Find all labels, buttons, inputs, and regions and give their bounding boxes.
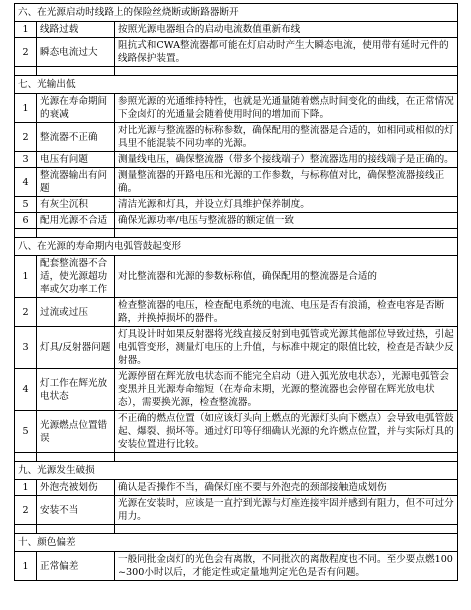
row-number: 1 — [15, 552, 37, 581]
table-row — [15, 369, 458, 411]
remedy-text: 阻抗式和CWA整流器都可能在灯启动时产生大瞬态电流，使用带有延时元件的线路保护装置。 — [115, 38, 458, 67]
row-number: 5 — [15, 197, 37, 213]
spacer-row — [15, 67, 458, 76]
remedy-text: 确保光源功率/电压与整流器的额定值一致 — [115, 213, 458, 229]
remedy-text: 按照光源电器组合的启动电流数值重新布线 — [115, 22, 458, 38]
problem-cause: 灯工作在辉光放电状态 — [37, 369, 115, 411]
section-title: 六、在光源启动时线路上的保险丝烧断或断路器断开 — [15, 4, 458, 22]
problem-cause: 光源在寿命期间的衰减 — [37, 94, 115, 123]
remedy-text: 检查整流器的电压，检查配电系统的电流、电压是否有浪涌，检查电容是否断路，并换掉损坏的器件。 — [115, 298, 458, 327]
table-row — [15, 22, 458, 38]
table-row — [15, 213, 458, 229]
row-number: 3 — [15, 152, 37, 168]
problem-cause: 光源燃点位置错误 — [37, 411, 115, 453]
section-header-row — [15, 76, 458, 94]
table-row — [15, 298, 458, 327]
row-number: 1 — [15, 256, 37, 298]
table-row — [15, 123, 458, 152]
remedy-text: 测量整流器的开路电压和光源的工作参数，与标称值对比，确保整流器接线正确。 — [115, 168, 458, 197]
problem-cause: 过流或过压 — [37, 298, 115, 327]
remedy-text: 对比整流器和光源的参数标称值，确保配用的整流器是合适的 — [115, 256, 458, 298]
table-row — [15, 480, 458, 496]
remedy-text: 光源停留在辉光放电状态而不能完全启动（进入弧光放电状态），光源电弧管会变黑并且光源寿命缩短（在寿命末期，光源的整流器也会停留在辉光放电状态），需要换光源，检查整流器。 — [115, 369, 458, 411]
section-title: 七、光输出低 — [15, 76, 458, 94]
row-number: 3 — [15, 327, 37, 369]
row-number: 2 — [15, 38, 37, 67]
problem-cause: 整流器输出有问题 — [37, 168, 115, 197]
row-number: 2 — [15, 123, 37, 152]
section-header-row — [15, 534, 458, 552]
table-row — [15, 94, 458, 123]
row-number: 1 — [15, 480, 37, 496]
row-number: 1 — [15, 94, 37, 123]
troubleshooting-table — [14, 3, 458, 581]
row-number: 4 — [15, 369, 37, 411]
remedy-text: 对比光源与整流器的标称参数，确保配用的整流器是合适的，如相同或相似的灯具里不能混装不同功率的光源。 — [115, 123, 458, 152]
table-row — [15, 327, 458, 369]
problem-cause: 灯具/反射器问题 — [37, 327, 115, 369]
row-number: 4 — [15, 168, 37, 197]
remedy-text: 一般同批金卤灯的光色会有离散，不同批次的离散程度也不同。至少要点燃100~300小时以后，才能定性或定量地判定光色是否有问题。 — [115, 552, 458, 581]
section-header-row — [15, 462, 458, 480]
remedy-text: 确认是否操作不当，确保灯座不要与外泡壳的颈部接触造成划伤 — [115, 480, 458, 496]
section-header-row — [15, 238, 458, 256]
row-number: 1 — [15, 22, 37, 38]
problem-cause: 正常偏差 — [37, 552, 115, 581]
table-row — [15, 411, 458, 453]
problem-cause: 外泡壳被划伤 — [37, 480, 115, 496]
table-row — [15, 197, 458, 213]
table-row — [15, 552, 458, 581]
remedy-text: 灯具设计时如果反射器将光线直接反射到电弧管或光源其他部位导致过热，引起电弧管变形，测量灯电压的上升值，与标准中规定的限值比较，检查是否缺少反射器。 — [115, 327, 458, 369]
row-number: 2 — [15, 298, 37, 327]
problem-cause: 有灰尘沉积 — [37, 197, 115, 213]
row-number: 5 — [15, 411, 37, 453]
problem-cause: 配用光源不合适 — [37, 213, 115, 229]
problem-cause: 整流器不正确 — [37, 123, 115, 152]
row-number: 2 — [15, 496, 37, 525]
problem-cause: 安装不当 — [37, 496, 115, 525]
section-title: 九、光源发生破损 — [15, 462, 458, 480]
problem-cause: 瞬态电流过大 — [37, 38, 115, 67]
section-header-row — [15, 4, 458, 22]
problem-cause: 配套整流器不合适，使光源超功率或欠功率工作 — [37, 256, 115, 298]
table-row — [15, 38, 458, 67]
spacer-row — [15, 453, 458, 462]
spacer-row — [15, 525, 458, 534]
remedy-text: 清洁光源和灯具，并设立灯具维护保养制度。 — [115, 197, 458, 213]
troubleshooting-sheet — [14, 3, 457, 581]
remedy-text: 光源在安装时，应该是一直拧到光源与灯座连接牢固并感到有阻力，但不可过分用力。 — [115, 496, 458, 525]
section-title: 八、在光源的寿命期内电弧管鼓起变形 — [15, 238, 458, 256]
table-row — [15, 168, 458, 197]
table-row — [15, 496, 458, 525]
table-row — [15, 152, 458, 168]
section-title: 十、颜色偏差 — [15, 534, 458, 552]
row-number: 6 — [15, 213, 37, 229]
remedy-text: 不正确的燃点位置（如应该灯头向上燃点的光源灯头向下燃点）会导致电弧管鼓起、爆裂、损坏等。通过灯印等仔细确认光源的允许燃点位置，并与实际灯具的安装位置进行比较。 — [115, 411, 458, 453]
problem-cause: 电压有问题 — [37, 152, 115, 168]
table-row — [15, 256, 458, 298]
remedy-text: 参照光源的光通维持特性，也就是光通量随着燃点时间变化的曲线，在正常情况下金卤灯的光通量会随着使用时间的增加而下降。 — [115, 94, 458, 123]
spacer-row — [15, 229, 458, 238]
remedy-text: 测量线电压，确保整流器（带多个接线端子）整流器选用的接线端子是正确的。 — [115, 152, 458, 168]
problem-cause: 线路过载 — [37, 22, 115, 38]
